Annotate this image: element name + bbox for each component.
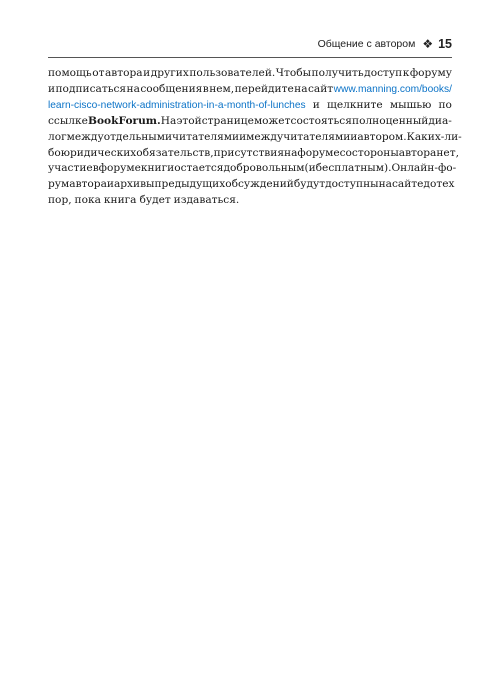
text-word: пользователей. (189, 67, 276, 79)
text-line (48, 161, 457, 177)
text-word-group (294, 177, 325, 193)
text-word: автора (398, 146, 437, 159)
text-word: до (423, 178, 437, 191)
running-header (48, 35, 452, 58)
text-word: и (312, 98, 320, 111)
text-line (48, 146, 459, 162)
text-word-group (364, 66, 402, 82)
text-word-group (48, 177, 69, 193)
text-word-group (92, 66, 104, 82)
text-word: щелкните (326, 98, 383, 111)
text-word-group (139, 193, 170, 209)
text-word: и (106, 178, 114, 191)
text-word: Онлайн-фо- (391, 162, 457, 175)
text-word: будет (139, 194, 171, 207)
text-word-group (284, 146, 297, 162)
text-word-group (350, 130, 357, 146)
text-word-group (141, 161, 174, 177)
text-word-group (75, 193, 101, 209)
text-word: нем, (209, 82, 235, 95)
text-word: состояться (290, 114, 352, 127)
text-word-group (209, 82, 234, 98)
text-word-group (357, 130, 406, 146)
text-word: помощь (48, 67, 92, 79)
text-word-group (104, 193, 137, 209)
text-word-group (428, 114, 451, 130)
text-word: на (284, 146, 298, 159)
text-word: читателями (172, 130, 240, 143)
text-word-group (313, 98, 320, 114)
text-word-group (407, 130, 462, 146)
text-word: остается (174, 162, 224, 175)
text-word: между (246, 130, 284, 143)
text-word: между (66, 130, 104, 143)
text-word-group (410, 66, 452, 82)
text-word: доступны (325, 178, 379, 191)
text-word-group (61, 146, 137, 162)
text-word: может (253, 114, 291, 127)
text-word-group (246, 130, 283, 146)
text-word: и (350, 130, 358, 143)
text-word: На (160, 114, 177, 127)
text-word: сайте (391, 178, 424, 191)
text-word: в (92, 162, 99, 175)
text-word: обсуждений (225, 178, 294, 191)
text-word-group (151, 66, 189, 82)
text-word: будут (293, 178, 326, 191)
text-word: пор, (48, 194, 72, 207)
text-word-group (48, 193, 72, 209)
text-word-group (136, 146, 213, 162)
text-word: читателями (283, 130, 351, 143)
page-number: 15 (438, 37, 452, 51)
text-word-group (340, 146, 352, 162)
text-word: ссылке (48, 114, 88, 127)
text-word-group (312, 66, 364, 82)
book-forum-label: Book (88, 114, 119, 127)
text-word-group (297, 146, 339, 162)
text-word: форуме (98, 162, 141, 175)
text-word-group (172, 130, 239, 146)
text-word: (и (304, 162, 316, 175)
text-word: сообщения (140, 82, 203, 95)
text-word: сайт (308, 82, 334, 95)
text-line (48, 177, 455, 193)
text-word-group (254, 114, 291, 130)
text-word: диа- (428, 114, 452, 127)
text-word: автором. (357, 130, 407, 143)
text-word-group (176, 114, 201, 130)
text-word: получить (311, 67, 364, 79)
text-word-group (283, 130, 350, 146)
text-word: подписаться (55, 82, 127, 95)
text-word-group (127, 82, 140, 98)
text-word-group (140, 82, 202, 98)
text-word-group (203, 82, 209, 98)
text-word: к (402, 67, 410, 79)
text-word: Каких-ли- (406, 130, 462, 143)
text-word: форуме (297, 146, 340, 159)
text-word-group (48, 98, 306, 114)
text-word-group (189, 66, 275, 82)
diamond-ornament-icon: ❖ (422, 37, 434, 51)
text-word: автора (104, 67, 143, 79)
text-line (48, 114, 452, 130)
text-line (48, 82, 452, 98)
text-word: доступ (364, 67, 403, 79)
text-word-group (48, 66, 92, 82)
text-word-group (67, 130, 104, 146)
text-word: этой (176, 114, 202, 127)
text-word-group (436, 146, 459, 162)
text-word: стороны (351, 146, 399, 159)
text-word-group (154, 177, 225, 193)
text-word: архивы (113, 178, 155, 191)
text-word-group (391, 161, 456, 177)
text-word-group (399, 146, 437, 162)
text-word-group (214, 146, 284, 162)
text-word-group (304, 161, 315, 177)
text-word-group (352, 146, 399, 162)
forum-url-link[interactable]: www.manning.com/books/ (333, 83, 452, 95)
text-word: участие (48, 162, 93, 175)
text-word: других (150, 67, 189, 79)
text-word: книги (140, 162, 175, 175)
text-word: книга (103, 194, 137, 207)
text-word-group (107, 177, 114, 193)
text-word-group (48, 130, 67, 146)
text-word-group (88, 114, 118, 130)
text-word-group (235, 82, 294, 98)
text-word-group (161, 114, 177, 130)
text-word-group (439, 98, 452, 114)
text-word: юридических (60, 146, 137, 159)
text-word-group (276, 66, 311, 82)
text-word-group (114, 177, 155, 193)
text-word: лог (48, 130, 67, 143)
text-word: и (239, 130, 247, 143)
text-line (48, 66, 452, 82)
text-word: присутствия (213, 146, 285, 159)
text-word-group (174, 193, 240, 209)
text-word: обязательств, (136, 146, 214, 159)
body-paragraph (48, 66, 462, 209)
text-word-group (239, 130, 246, 146)
text-word: от (92, 67, 105, 79)
text-word: и (48, 82, 56, 95)
text-word-group (202, 114, 254, 130)
text-word: в (202, 82, 209, 95)
text-word: по (438, 98, 452, 111)
text-word-group (423, 177, 436, 193)
text-word-group (48, 146, 61, 162)
text-word-group (56, 82, 127, 98)
text-word-group (223, 161, 304, 177)
text-word: тех (436, 178, 455, 191)
text-word-group (403, 66, 410, 82)
text-word: издаваться. (173, 194, 240, 207)
text-word-group (174, 161, 223, 177)
text-word-group (69, 177, 107, 193)
text-word: форуму (409, 67, 452, 79)
text-word: добровольным (223, 162, 305, 175)
text-word: нет, (436, 146, 459, 159)
text-word-group (379, 177, 392, 193)
text-word-group (48, 114, 88, 130)
text-word-group (392, 177, 423, 193)
text-word-group (225, 177, 294, 193)
text-word-group (308, 82, 333, 98)
text-word-group (352, 114, 428, 130)
text-word-group (105, 66, 143, 82)
text-word: автора (69, 178, 107, 191)
text-word-group (99, 161, 141, 177)
text-word: и (143, 67, 151, 79)
text-word: со (339, 146, 352, 159)
text-word: Чтобы (275, 67, 312, 79)
text-word: предыдущих (154, 178, 226, 191)
text-word: странице (201, 114, 254, 127)
text-line (48, 193, 452, 209)
text-word: на (378, 178, 392, 191)
text-word-group (143, 66, 150, 82)
text-word: перейдите (234, 82, 294, 95)
text-line (48, 98, 452, 114)
text-word-group (390, 98, 432, 114)
text-word-group (48, 82, 55, 98)
text-word: мышью (389, 98, 432, 111)
chapter-title: Общение с автором (317, 38, 416, 50)
text-word-group (436, 177, 454, 193)
forum-url-link[interactable]: learn-cisco-network-administration-in-a-month-of-lunches (48, 99, 306, 111)
text-word-group (294, 82, 307, 98)
text-word-group (327, 98, 383, 114)
text-word: полноценный (352, 114, 429, 127)
text-word-group (325, 177, 378, 193)
book-forum-label: Forum. (118, 114, 161, 127)
text-word-group (334, 82, 452, 98)
text-word-group (316, 161, 392, 177)
text-word: на (126, 82, 140, 95)
text-word-group (119, 114, 161, 130)
text-word: бесплатным). (315, 162, 392, 175)
text-word-group (48, 161, 93, 177)
text-word: бо (48, 146, 61, 159)
text-word: рум (48, 178, 70, 191)
text-word-group (291, 114, 352, 130)
text-word: отдельными (103, 130, 173, 143)
text-line (48, 130, 462, 146)
text-word: пока (74, 194, 101, 207)
text-word-group (104, 130, 172, 146)
text-word: на (294, 82, 308, 95)
